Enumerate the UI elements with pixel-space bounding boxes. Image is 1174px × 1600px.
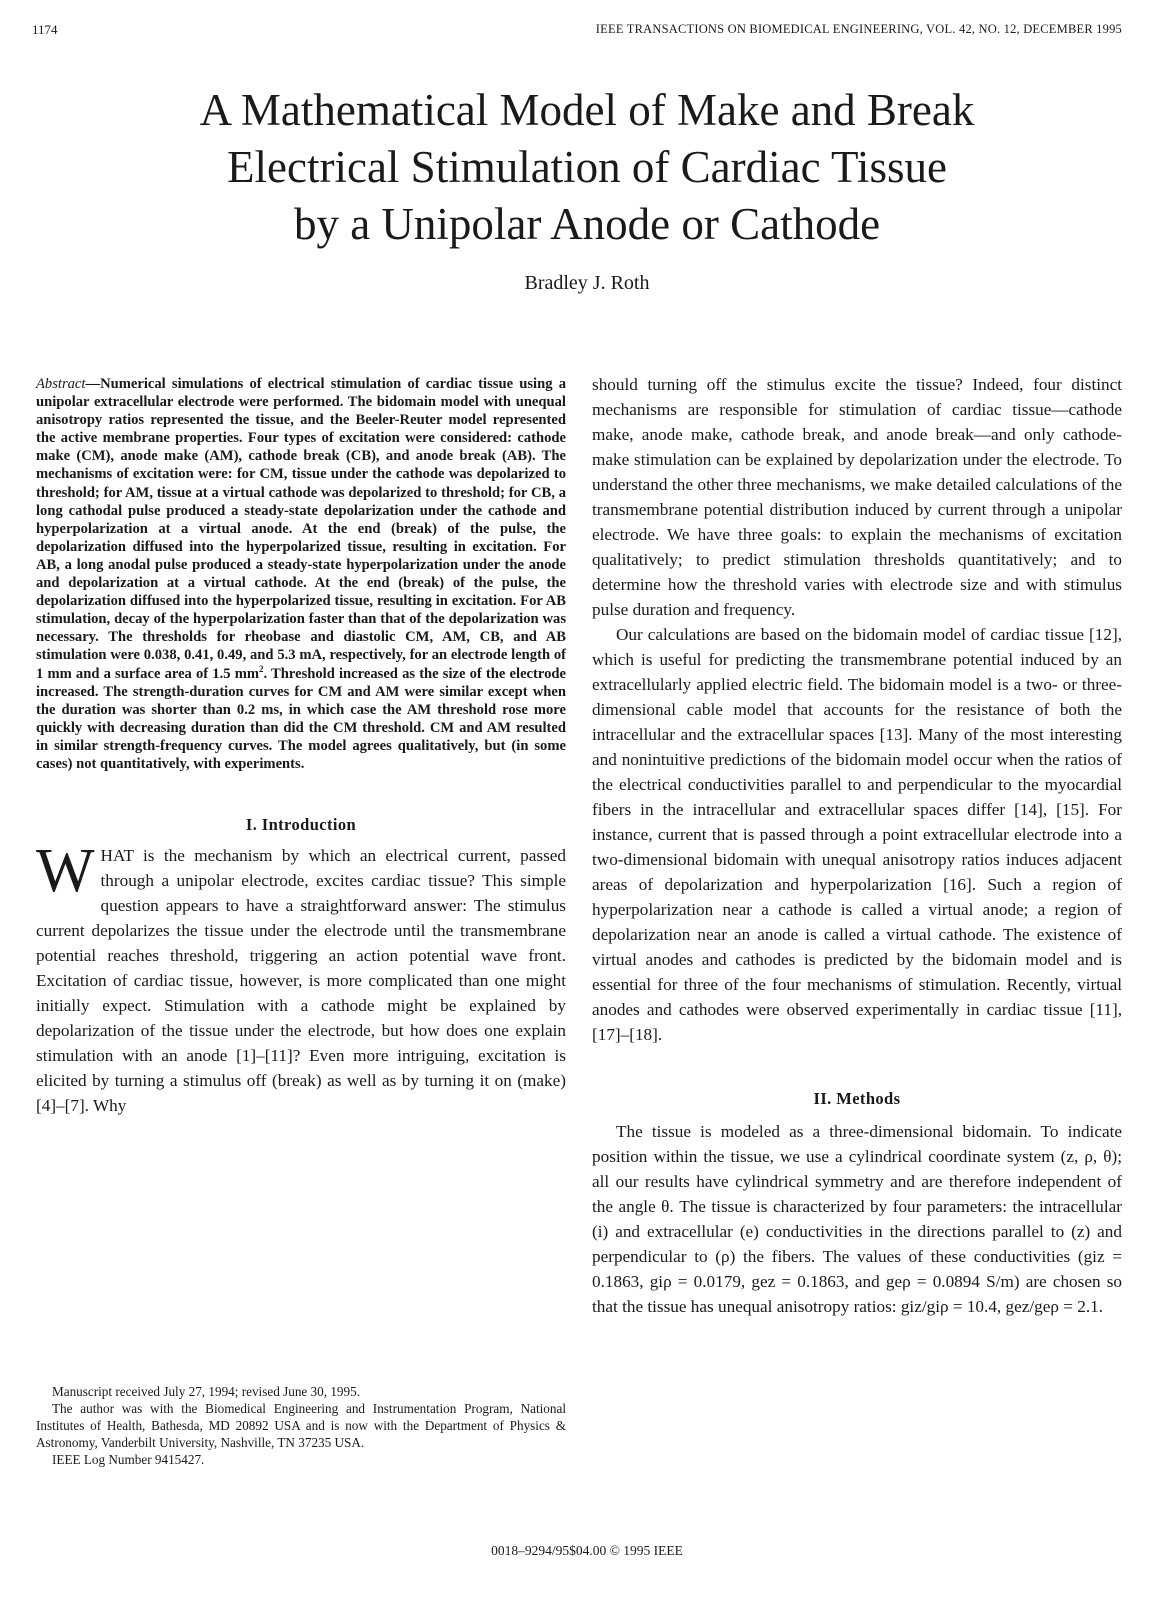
author: Bradley J. Roth — [524, 272, 650, 294]
running-head: IEEE TRANSACTIONS ON BIOMEDICAL ENGINEERING, VOL. 42, NO. 12, DECEMBER 1995 — [595, 22, 1122, 36]
intro-paragraph-1 — [36, 837, 566, 1118]
footnotes — [36, 1383, 566, 1468]
abstract-text: Numerical simulations of electrical stimulation of cardiac tissue using a unipolar extracellular electrode were performed. The bidomain model with unequal anisotropy ratios represented the tissue, and the Beeler-Reuter model represented the active membrane properties. Four types of excitation were considered: cathode make (CM), anode make (AM), cathode break (CB), and anode break (AB). The mechanisms of excitation were: for CM, tissue under the cathode was depolarized to threshold; for AM, tissue at a virtual cathode was depolarized to threshold; for CB, a long cathodal pulse produced a steady-state depolarization under the cathode and hyperpolarization at a virtual anode. At the end (break) of the pulse, the depolarization diffused into the hyperpolarized tissue, resulting in excitation. For AB, a long anodal pulse produced a steady-state hyperpolarization under the anode and depolarization at a virtual cathode. At the end (break) of the pulse, the depolarization diffused into the hyperpolarized tissue, resulting in excitation. For AB stimulation, decay of the hyperpolarization faster than that of the depolarization was necessary. The thresholds for rheobase and diastolic CM, AM, CB, and AB stimulation were 0.038, 0.41, 0.49, and 5.3 mA, respectively, for an electrode length of 1 mm and a surface area of 1.5 mm — [36, 376, 566, 682]
intro-heading: I. Introduction — [245, 815, 357, 835]
abstract-label: Abstract — [36, 376, 86, 392]
intro-paragraph-1-text: HAT is the mechanism by which an electrical current, passed through a unipolar electrode, excites cardiac tissue? This simple question appears to have a straightforward answer: The stimulus current depolarizes the tissue under the electrode until the transmembrane potential reaches threshold, triggering an action potential wave front. Excitation of cardiac tissue, however, is more complicated than one might initially expect. Stimulation with a cathode might be explained by depolarization of the tissue under the electrode, but how does one explain stimulation with an anode [1]–[11]? Even more intriguing, excitation is elicited by turning a stimulus off (break) as well as by turning it on (make) [4]–[7]. Why — [36, 846, 566, 1116]
abstract-superscript: 2 — [259, 663, 264, 674]
title-line: by a Unipolar Anode or Cathode — [293, 199, 881, 249]
title-line: A Mathematical Model of Make and Break — [199, 85, 975, 135]
left-column — [36, 375, 566, 1118]
footnote-affiliation: The author was with the Biomedical Engineering and Instrumentation Program, National Institutes of Health, Bathesda, MD 20892 USA and is now with the Department of Physics & Astronomy, Vanderbilt University, Nashville, TN 37235 USA. — [36, 1401, 566, 1450]
abstract-dash: — — [85, 376, 101, 392]
intro-paragraph-1-continued: should turning off the stimulus excite the tissue? Indeed, four distinct mechanisms are responsible for stimulation of cardiac tissue—cathode make, anode make, cathode break, and anode break—and only cathode-make stimulation can be explained by depolarization under the electrode. To understand the other three mechanisms, we make detailed calculations of the transmembrane potential distribution induced by current through a unipolar electrode. We have three goals: to explain the mechanisms of excitation qualitatively; to predict stimulation thresholds quantitatively; and to determine how the threshold varies with electrode size and with stimulus pulse duration and frequency. — [592, 375, 1122, 619]
footnote-received: Manuscript received July 27, 1994; revised June 30, 1995. — [52, 1384, 361, 1399]
footnote-log-number: IEEE Log Number 9415427. — [52, 1452, 205, 1467]
title-line: Electrical Stimulation of Cardiac Tissue — [227, 142, 947, 192]
copyright-footer: 0018–9294/95$04.00 © 1995 IEEE — [491, 1543, 683, 1558]
methods-paragraph-1: The tissue is modeled as a three-dimensional bidomain. To indicate position within the tissue, we use a cylindrical coordinate system (z, ρ, θ); all our results have cylindrical symmetry and are therefore independent of the angle θ. The tissue is characterized by four parameters: the intracellular (i) and extracellular (e) conductivities in the directions parallel to (z) and perpendicular to (ρ) the fibers. The values of these conductivities (giz = 0.1863, giρ = 0.0179, gez = 0.1863, and geρ = 0.0894 S/m) are chosen so that the tissue has unequal anisotropy ratios: giz/giρ = 10.4, gez/geρ = 2.1. — [592, 1122, 1122, 1316]
drop-cap: W — [36, 837, 95, 906]
abstract — [36, 375, 566, 773]
page-number: 1174 — [32, 22, 58, 37]
abstract-text-end: . Threshold increased as the size of the electrode increased. The strength-duration curves for CM and AM were similar except when the duration was shorter than 0.2 ms, in which case the AM threshold rose more quickly with decreasing duration than did the CM threshold. CM and AM resulted in similar strength-frequency curves. The model agrees qualitatively, but (in some cases) not quantitatively, with experiments. — [36, 665, 566, 772]
right-column — [592, 372, 1122, 1319]
intro-paragraph-2: Our calculations are based on the bidomain model of cardiac tissue [12], which is useful for predicting the transmembrane potential induced by an extracellularly applied electric field. The bidomain model is a two- or three-dimensional cable model that accounts for the resistance of both the intracellular and the extracellular spaces [13]. Many of the most interesting and nonintuitive predictions of the bidomain model occur when the ratios of the electrical conductivities parallel to and perpendicular to the myocardial fibers in the intracellular and extracellular spaces differ [14], [15]. For instance, current that is passed through a point extracellular electrode into a two-dimensional bidomain with unequal anisotropy ratios induces adjacent areas of depolarization and hyperpolarization [16]. Such a region of hyperpolarization near a cathode is called a virtual anode; a region of depolarization near an anode is called a virtual cathode. The existence of virtual anodes and cathodes is predicted by the bidomain model and is essential for three of the four mechanisms of stimulation. Recently, virtual anodes and cathodes were observed experimentally in cardiac tissue [11], [17]–[18]. — [592, 625, 1122, 1044]
methods-heading: II. Methods — [813, 1089, 901, 1108]
paper-title — [60, 82, 1114, 253]
